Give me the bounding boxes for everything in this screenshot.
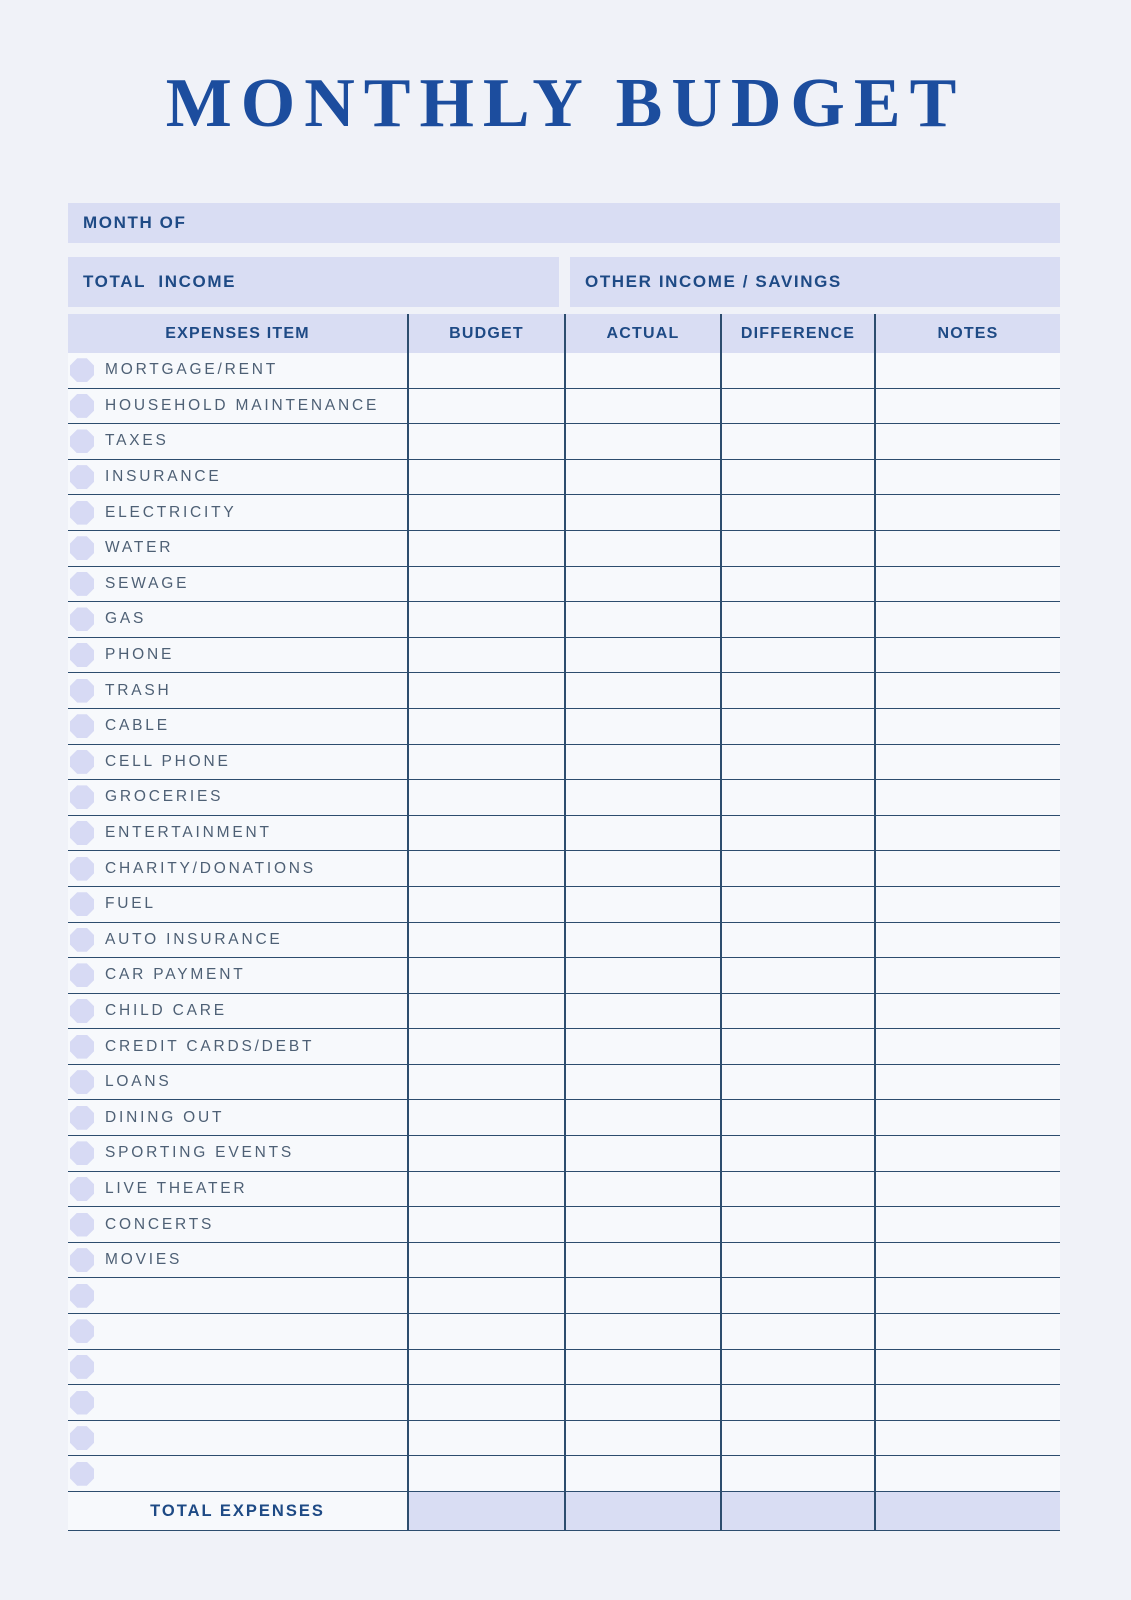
notes-cell[interactable] — [874, 1278, 1060, 1313]
difference-cell[interactable] — [720, 567, 874, 602]
difference-cell[interactable] — [720, 1207, 874, 1242]
expense-item-cell — [68, 460, 407, 495]
budget-cell[interactable] — [407, 602, 564, 637]
difference-cell[interactable] — [720, 1065, 874, 1100]
expense-row — [68, 531, 1060, 567]
octagon-bullet-icon — [70, 999, 94, 1023]
difference-cell[interactable] — [720, 709, 874, 744]
actual-cell[interactable] — [564, 1172, 720, 1207]
table-rows — [68, 353, 1060, 1492]
difference-cell[interactable] — [720, 1243, 874, 1278]
budget-cell[interactable] — [407, 780, 564, 815]
expense-item-cell — [68, 1350, 407, 1385]
difference-cell[interactable] — [720, 602, 874, 637]
notes-cell[interactable] — [874, 1029, 1060, 1064]
actual-cell[interactable] — [564, 1029, 720, 1064]
notes-cell[interactable] — [874, 1314, 1060, 1349]
expense-row — [68, 1421, 1060, 1457]
expense-item-cell — [68, 1207, 407, 1242]
actual-cell[interactable] — [564, 424, 720, 459]
expense-row — [68, 887, 1060, 923]
other-income-savings-field[interactable] — [570, 257, 1060, 307]
octagon-bullet-icon — [70, 1319, 94, 1343]
expense-item-cell — [68, 495, 407, 530]
expense-item-cell — [68, 994, 407, 1029]
expense-row — [68, 923, 1060, 959]
actual-cell[interactable] — [564, 1456, 720, 1491]
actual-cell[interactable] — [564, 851, 720, 886]
budget-cell[interactable] — [407, 1243, 564, 1278]
expense-item-cell — [68, 1243, 407, 1278]
expense-row — [68, 816, 1060, 852]
budget-cell[interactable] — [407, 709, 564, 744]
total-income-label: TOTAL INCOME — [83, 272, 237, 291]
expense-row — [68, 1278, 1060, 1314]
budget-cell[interactable] — [407, 673, 564, 708]
notes-cell[interactable] — [874, 709, 1060, 744]
budget-cell[interactable] — [407, 1385, 564, 1420]
difference-cell[interactable] — [720, 353, 874, 388]
budget-cell[interactable] — [407, 1065, 564, 1100]
budget-cell[interactable] — [407, 460, 564, 495]
expense-row — [68, 1065, 1060, 1101]
expense-row — [68, 673, 1060, 709]
notes-cell[interactable] — [874, 887, 1060, 922]
expense-item-label: LOANS — [105, 1073, 172, 1091]
octagon-bullet-icon — [70, 1213, 94, 1237]
expense-item-cell — [68, 638, 407, 673]
octagon-bullet-icon — [70, 1462, 94, 1486]
expense-item-label: SEWAGE — [105, 574, 190, 592]
budget-cell[interactable] — [407, 1278, 564, 1313]
expense-item-cell — [68, 353, 407, 388]
budget-cell[interactable] — [407, 958, 564, 993]
expense-item-label: FUEL — [105, 895, 156, 913]
expense-row — [68, 780, 1060, 816]
actual-cell[interactable] — [564, 673, 720, 708]
expense-item-label: MOVIES — [105, 1251, 183, 1269]
notes-cell[interactable] — [874, 567, 1060, 602]
budget-cell[interactable] — [407, 745, 564, 780]
expense-item-label: ENTERTAINMENT — [105, 824, 272, 842]
actual-cell[interactable] — [564, 353, 720, 388]
notes-cell[interactable] — [874, 1456, 1060, 1491]
total-notes-cell[interactable] — [874, 1492, 1060, 1530]
expense-row — [68, 1385, 1060, 1421]
expense-row — [68, 851, 1060, 887]
expense-item-cell — [68, 1136, 407, 1171]
notes-cell[interactable] — [874, 1172, 1060, 1207]
octagon-bullet-icon — [70, 1106, 94, 1130]
octagon-bullet-icon — [70, 1284, 94, 1308]
actual-cell[interactable] — [564, 1100, 720, 1135]
difference-cell[interactable] — [720, 424, 874, 459]
actual-cell[interactable] — [564, 1207, 720, 1242]
expense-item-label: GAS — [105, 610, 147, 628]
octagon-bullet-icon — [70, 572, 94, 596]
budget-cell[interactable] — [407, 816, 564, 851]
actual-cell[interactable] — [564, 780, 720, 815]
budget-cell[interactable] — [407, 353, 564, 388]
octagon-bullet-icon — [70, 1248, 94, 1272]
octagon-bullet-icon — [70, 643, 94, 667]
expense-item-cell — [68, 389, 407, 424]
octagon-bullet-icon — [70, 892, 94, 916]
expense-row — [68, 745, 1060, 781]
notes-cell[interactable] — [874, 1421, 1060, 1456]
expense-item-cell — [68, 780, 407, 815]
difference-cell[interactable] — [720, 816, 874, 851]
expense-item-cell — [68, 1314, 407, 1349]
notes-cell[interactable] — [874, 1100, 1060, 1135]
expense-row — [68, 602, 1060, 638]
budget-cell[interactable] — [407, 638, 564, 673]
expense-row — [68, 1314, 1060, 1350]
octagon-bullet-icon — [70, 679, 94, 703]
budget-cell[interactable] — [407, 887, 564, 922]
actual-cell[interactable] — [564, 1385, 720, 1420]
difference-cell[interactable] — [720, 780, 874, 815]
expense-item-label: SPORTING EVENTS — [105, 1144, 294, 1162]
actual-cell[interactable] — [564, 495, 720, 530]
notes-cell[interactable] — [874, 673, 1060, 708]
table-header-row — [68, 314, 1060, 353]
expense-row — [68, 1243, 1060, 1279]
octagon-bullet-icon — [70, 1070, 94, 1094]
difference-cell[interactable] — [720, 638, 874, 673]
notes-cell[interactable] — [874, 851, 1060, 886]
expense-item-cell — [68, 958, 407, 993]
octagon-bullet-icon — [70, 1426, 94, 1450]
actual-cell[interactable] — [564, 887, 720, 922]
notes-cell[interactable] — [874, 1350, 1060, 1385]
octagon-bullet-icon — [70, 394, 94, 418]
budget-cell[interactable] — [407, 1207, 564, 1242]
difference-cell[interactable] — [720, 887, 874, 922]
octagon-bullet-icon — [70, 429, 94, 453]
difference-cell[interactable] — [720, 389, 874, 424]
octagon-bullet-icon — [70, 536, 94, 560]
octagon-bullet-icon — [70, 1391, 94, 1415]
notes-cell[interactable] — [874, 424, 1060, 459]
month-of-label: MONTH OF — [83, 213, 187, 232]
notes-cell[interactable] — [874, 353, 1060, 388]
actual-cell[interactable] — [564, 816, 720, 851]
expense-row — [68, 1456, 1060, 1492]
budget-cell[interactable] — [407, 1136, 564, 1171]
budget-cell[interactable] — [407, 1314, 564, 1349]
budget-cell[interactable] — [407, 1029, 564, 1064]
expense-row — [68, 495, 1060, 531]
expense-item-label: WATER — [105, 539, 174, 557]
octagon-bullet-icon — [70, 821, 94, 845]
octagon-bullet-icon — [70, 857, 94, 881]
notes-cell[interactable] — [874, 389, 1060, 424]
expense-item-label: CELL PHONE — [105, 752, 231, 770]
budget-cell[interactable] — [407, 1456, 564, 1491]
budget-cell[interactable] — [407, 994, 564, 1029]
column-header-actual: ACTUAL — [564, 314, 720, 353]
octagon-bullet-icon — [70, 1177, 94, 1201]
expense-item-cell — [68, 745, 407, 780]
difference-cell[interactable] — [720, 851, 874, 886]
expense-item-cell — [68, 1278, 407, 1313]
actual-cell[interactable] — [564, 709, 720, 744]
expense-row — [68, 1350, 1060, 1386]
actual-cell[interactable] — [564, 1136, 720, 1171]
expense-item-label: CHARITY/DONATIONS — [105, 859, 316, 877]
expense-item-label: ELECTRICITY — [105, 503, 237, 521]
expense-row — [68, 994, 1060, 1030]
total-budget-cell[interactable] — [407, 1492, 564, 1530]
budget-cell[interactable] — [407, 1421, 564, 1456]
octagon-bullet-icon — [70, 1035, 94, 1059]
expense-row — [68, 353, 1060, 389]
actual-cell[interactable] — [564, 994, 720, 1029]
budget-cell[interactable] — [407, 424, 564, 459]
other-income-savings-label: OTHER INCOME / SAVINGS — [585, 272, 842, 291]
expense-item-cell — [68, 1065, 407, 1100]
expense-row — [68, 1136, 1060, 1172]
expense-row — [68, 709, 1060, 745]
notes-cell[interactable] — [874, 923, 1060, 958]
expense-item-cell — [68, 1029, 407, 1064]
expense-item-label: AUTO INSURANCE — [105, 930, 283, 948]
total-expenses-row — [68, 1492, 1060, 1531]
budget-cell[interactable] — [407, 531, 564, 566]
notes-cell[interactable] — [874, 1243, 1060, 1278]
difference-cell[interactable] — [720, 1172, 874, 1207]
expense-item-cell — [68, 531, 407, 566]
difference-cell[interactable] — [720, 460, 874, 495]
total-expenses-label: TOTAL EXPENSES — [150, 1501, 325, 1520]
actual-cell[interactable] — [564, 1065, 720, 1100]
octagon-bullet-icon — [70, 963, 94, 987]
octagon-bullet-icon — [70, 465, 94, 489]
expense-item-cell — [68, 923, 407, 958]
actual-cell[interactable] — [564, 460, 720, 495]
notes-cell[interactable] — [874, 460, 1060, 495]
budget-cell[interactable] — [407, 567, 564, 602]
expense-item-cell — [68, 673, 407, 708]
expense-item-cell — [68, 887, 407, 922]
difference-cell[interactable] — [720, 1029, 874, 1064]
actual-cell[interactable] — [564, 531, 720, 566]
expense-item-cell — [68, 851, 407, 886]
notes-cell[interactable] — [874, 1065, 1060, 1100]
expense-row — [68, 389, 1060, 425]
expense-row — [68, 424, 1060, 460]
expense-row — [68, 638, 1060, 674]
expense-row — [68, 1100, 1060, 1136]
notes-cell[interactable] — [874, 1385, 1060, 1420]
budget-cell[interactable] — [407, 1172, 564, 1207]
expense-item-label: LIVE THEATER — [105, 1179, 248, 1197]
difference-cell[interactable] — [720, 1278, 874, 1313]
actual-cell[interactable] — [564, 1278, 720, 1313]
notes-cell[interactable] — [874, 816, 1060, 851]
difference-cell[interactable] — [720, 994, 874, 1029]
difference-cell[interactable] — [720, 495, 874, 530]
actual-cell[interactable] — [564, 1314, 720, 1349]
expense-item-label: MORTGAGE/RENT — [105, 361, 279, 379]
column-header-budget: BUDGET — [407, 314, 564, 353]
notes-cell[interactable] — [874, 994, 1060, 1029]
actual-cell[interactable] — [564, 1421, 720, 1456]
expense-item-label: GROCERIES — [105, 788, 224, 806]
expense-item-cell — [68, 602, 407, 637]
actual-cell[interactable] — [564, 602, 720, 637]
expense-item-cell — [68, 816, 407, 851]
budget-cell[interactable] — [407, 1100, 564, 1135]
actual-cell[interactable] — [564, 389, 720, 424]
difference-cell[interactable] — [720, 1314, 874, 1349]
expense-item-cell — [68, 1456, 407, 1491]
total-expenses-label-cell — [68, 1492, 407, 1530]
expense-item-cell — [68, 424, 407, 459]
budget-cell[interactable] — [407, 851, 564, 886]
octagon-bullet-icon — [70, 750, 94, 774]
notes-cell[interactable] — [874, 1136, 1060, 1171]
expense-item-cell — [68, 709, 407, 744]
expense-item-cell — [68, 1385, 407, 1420]
expense-row — [68, 958, 1060, 994]
total-difference-cell[interactable] — [720, 1492, 874, 1530]
expense-item-label: TAXES — [105, 432, 169, 450]
difference-cell[interactable] — [720, 673, 874, 708]
octagon-bullet-icon — [70, 1141, 94, 1165]
budget-cell[interactable] — [407, 923, 564, 958]
expense-row — [68, 1207, 1060, 1243]
expense-item-label: HOUSEHOLD MAINTENANCE — [105, 396, 380, 414]
actual-cell[interactable] — [564, 958, 720, 993]
expense-item-label: INSURANCE — [105, 468, 222, 486]
notes-cell[interactable] — [874, 638, 1060, 673]
actual-cell[interactable] — [564, 567, 720, 602]
octagon-bullet-icon — [70, 714, 94, 738]
octagon-bullet-icon — [70, 928, 94, 952]
expense-row — [68, 1172, 1060, 1208]
notes-cell[interactable] — [874, 780, 1060, 815]
octagon-bullet-icon — [70, 501, 94, 525]
expense-item-cell — [68, 1100, 407, 1135]
octagon-bullet-icon — [70, 607, 94, 631]
expense-row — [68, 567, 1060, 603]
expense-item-label: CREDIT CARDS/DEBT — [105, 1037, 315, 1055]
expense-item-label: TRASH — [105, 681, 172, 699]
total-actual-cell[interactable] — [564, 1492, 720, 1530]
budget-cell[interactable] — [407, 495, 564, 530]
octagon-bullet-icon — [70, 1355, 94, 1379]
column-header-difference: DIFFERENCE — [720, 314, 874, 353]
notes-cell[interactable] — [874, 602, 1060, 637]
octagon-bullet-icon — [70, 785, 94, 809]
actual-cell[interactable] — [564, 923, 720, 958]
expense-item-label: CONCERTS — [105, 1215, 215, 1233]
total-income-field[interactable] — [68, 257, 559, 307]
notes-cell[interactable] — [874, 745, 1060, 780]
budget-cell[interactable] — [407, 389, 564, 424]
actual-cell[interactable] — [564, 1243, 720, 1278]
actual-cell[interactable] — [564, 1350, 720, 1385]
difference-cell[interactable] — [720, 531, 874, 566]
expense-row — [68, 460, 1060, 496]
column-header-notes: NOTES — [874, 314, 1060, 353]
month-of-field[interactable] — [68, 203, 1060, 243]
expense-row — [68, 1029, 1060, 1065]
difference-cell[interactable] — [720, 745, 874, 780]
difference-cell[interactable] — [720, 958, 874, 993]
difference-cell[interactable] — [720, 1421, 874, 1456]
notes-cell[interactable] — [874, 1207, 1060, 1242]
notes-cell[interactable] — [874, 495, 1060, 530]
octagon-bullet-icon — [70, 358, 94, 382]
expense-item-cell — [68, 1421, 407, 1456]
expense-item-label: CAR PAYMENT — [105, 966, 246, 984]
actual-cell[interactable] — [564, 745, 720, 780]
expense-item-label: DINING OUT — [105, 1108, 225, 1126]
difference-cell[interactable] — [720, 1456, 874, 1491]
difference-cell[interactable] — [720, 1385, 874, 1420]
column-header-expenses-item: EXPENSES ITEM — [165, 324, 310, 342]
difference-cell[interactable] — [720, 1136, 874, 1171]
expense-item-cell — [68, 1172, 407, 1207]
budget-cell[interactable] — [407, 1350, 564, 1385]
expense-item-label: CABLE — [105, 717, 170, 735]
notes-cell[interactable] — [874, 958, 1060, 993]
difference-cell[interactable] — [720, 1100, 874, 1135]
expenses-table — [68, 314, 1060, 1531]
difference-cell[interactable] — [720, 923, 874, 958]
notes-cell[interactable] — [874, 531, 1060, 566]
expense-item-label: PHONE — [105, 646, 175, 664]
actual-cell[interactable] — [564, 638, 720, 673]
page-title: MONTHLY BUDGET — [165, 65, 966, 142]
expense-item-cell — [68, 567, 407, 602]
expense-item-label: CHILD CARE — [105, 1001, 227, 1019]
difference-cell[interactable] — [720, 1350, 874, 1385]
